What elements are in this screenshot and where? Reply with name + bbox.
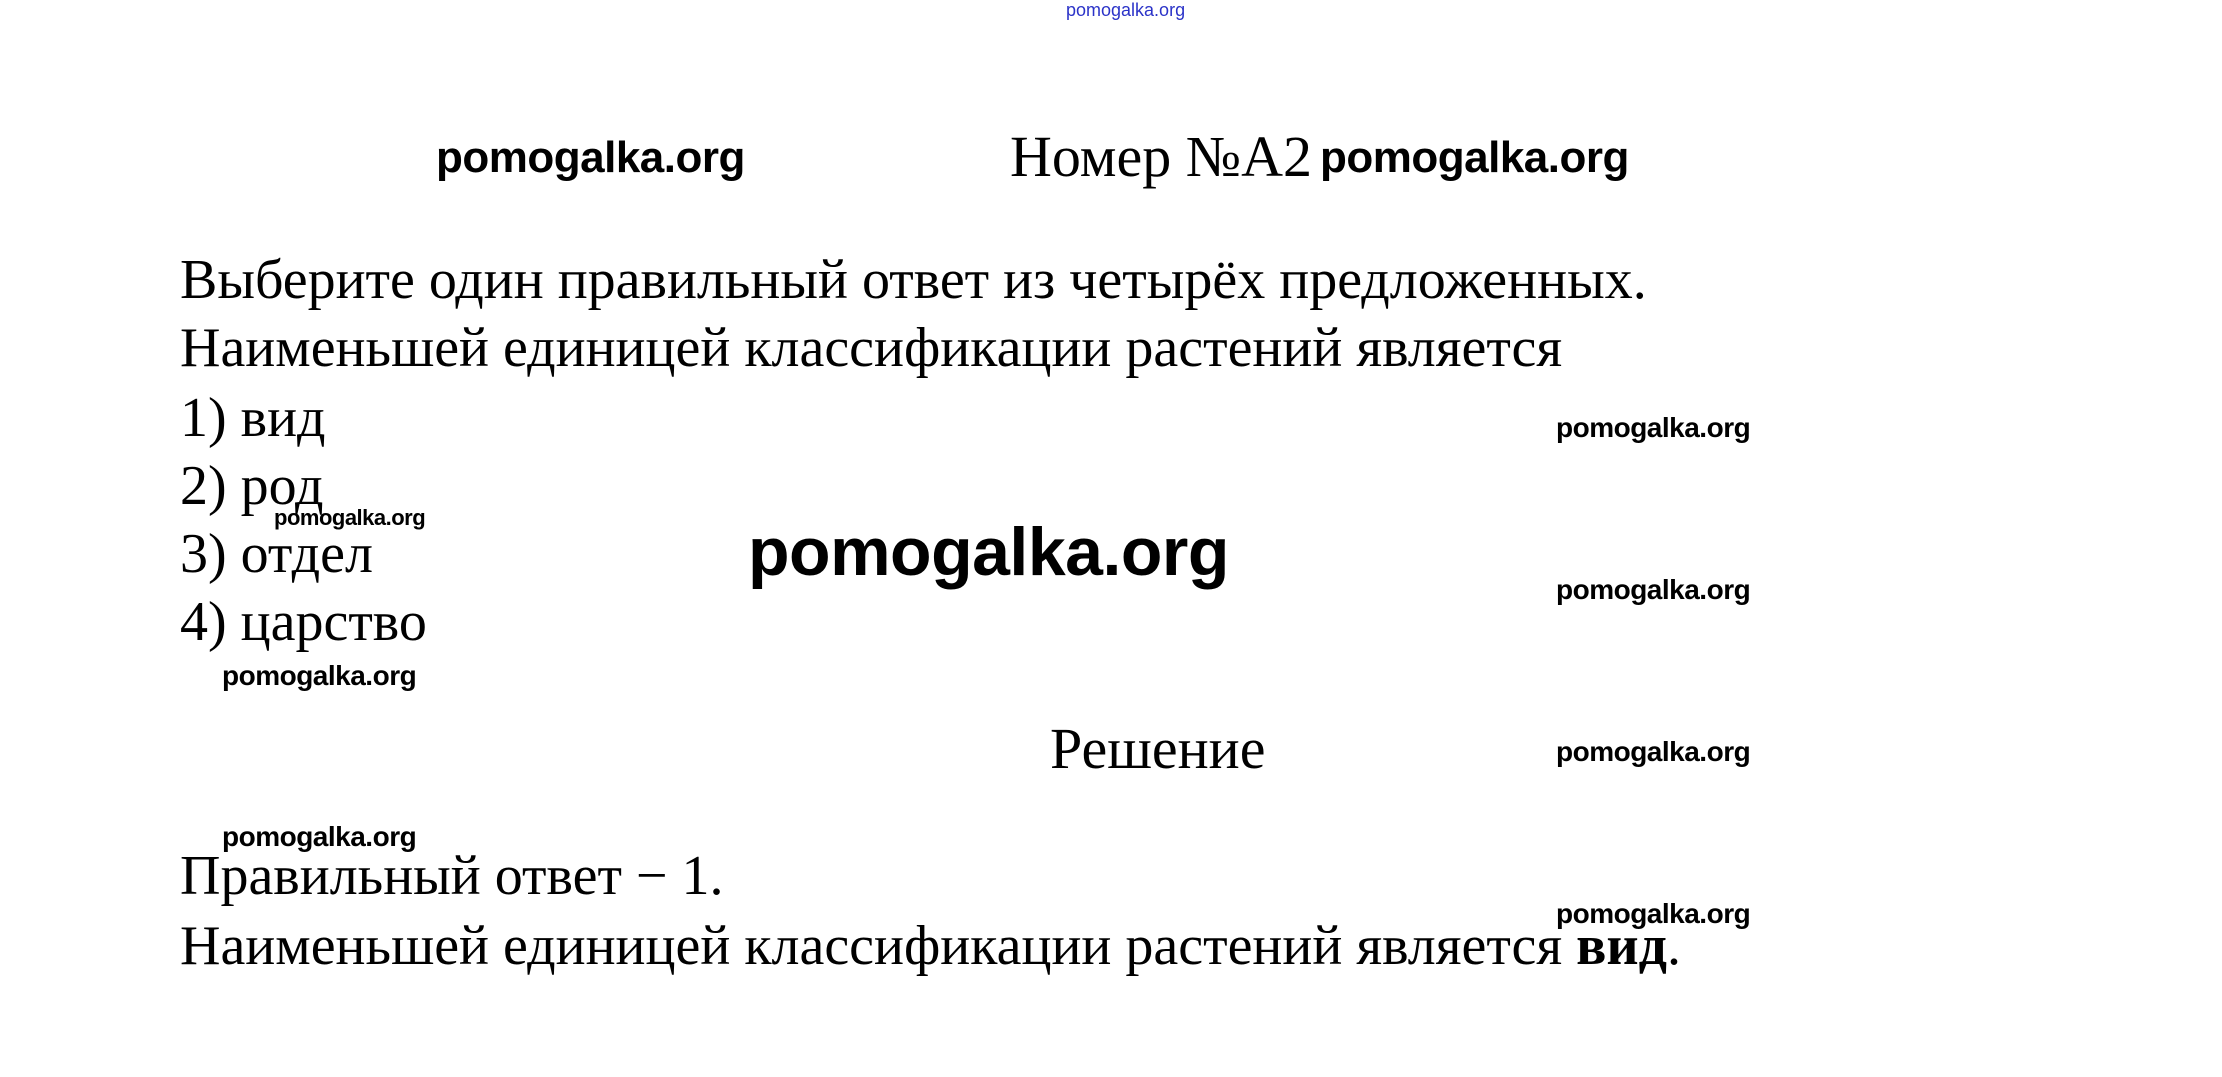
question-stem: Наименьшей единицей классификации растений является (180, 317, 1563, 379)
answer-option-2: 2) род (180, 455, 324, 517)
explanation-bold-term: вид (1576, 915, 1667, 977)
watermark-right-2: pomogalka.org (1556, 574, 1751, 605)
solution-heading: Решение (1050, 716, 1266, 781)
watermark-right-3: pomogalka.org (1556, 736, 1751, 767)
page-title: Номер №A2 (1010, 124, 1312, 189)
explanation-text: Наименьшей единицей классификации растений является (180, 915, 1577, 977)
watermark-left-tiny: pomogalka.org (274, 505, 426, 530)
watermark-left-2: pomogalka.org (222, 821, 417, 852)
answer-option-4: 4) царство (180, 591, 427, 653)
top-site-link[interactable]: pomogalka.org (1066, 0, 1186, 20)
explanation-period: . (1666, 915, 1681, 977)
watermark-center-large: pomogalka.org (748, 514, 1229, 590)
answer-option-3: 3) отдел (180, 523, 373, 585)
watermark-header-left: pomogalka.org (436, 133, 745, 182)
watermark-left-1: pomogalka.org (222, 660, 417, 691)
solution-answer: Правильный ответ − 1. (180, 845, 724, 907)
watermark-header-right: pomogalka.org (1320, 133, 1629, 182)
solution-explanation (180, 915, 1681, 977)
question-instruction: Выберите один правильный ответ из четырёх предложенных. (180, 249, 1647, 311)
watermark-right-1: pomogalka.org (1556, 412, 1751, 443)
watermark-right-4: pomogalka.org (1556, 898, 1751, 929)
answer-option-1: 1) вид (180, 387, 326, 449)
